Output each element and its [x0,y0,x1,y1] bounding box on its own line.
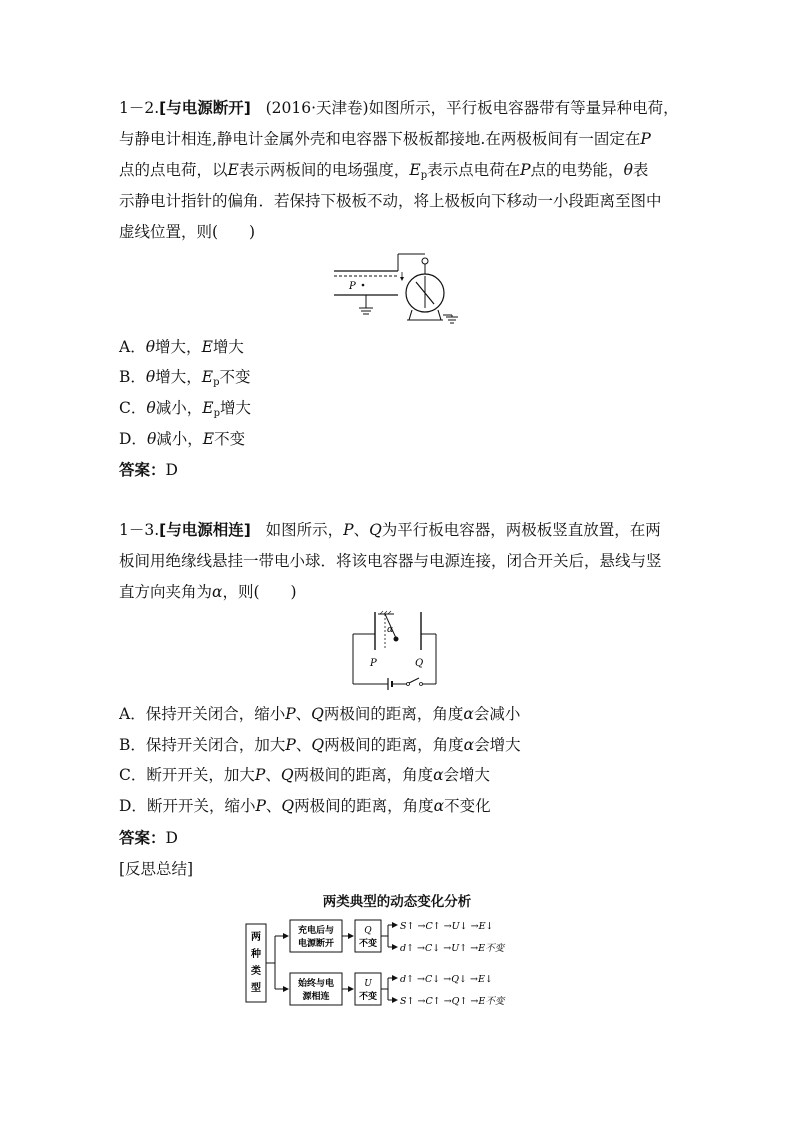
option-text: 断开开关，缩小 [146,797,256,815]
q1-tag: [与电源断开] [159,99,251,117]
option-key: B． [119,736,146,754]
branch1-cond-var: Q [364,926,372,936]
text: 点的电势能， [530,161,624,179]
option-text: 两极间的距离，角度 [324,736,464,754]
option-key: A． [119,338,146,356]
option-text: 、 [295,736,312,754]
text: 表示点电荷在 [427,161,521,179]
option-text: 增大 [212,338,244,356]
var-theta: θ [145,368,156,386]
q1-line2-text: 与静电计相连,静电计金属外壳和电容器下极板都接地.在两极板间有一固定在 [119,130,641,148]
subscript-p: p [213,377,220,388]
branch1-box-line1: 充电后与 [297,926,335,936]
option-text: 会减小 [473,705,521,723]
var-p: P [520,161,531,179]
var-p: P [254,766,266,784]
q1-option-b [119,367,251,393]
var-e: E [409,161,421,179]
option-text: 、 [295,705,312,723]
var-q: Q [311,705,324,723]
option-text: 增大 [219,399,251,417]
figure-label-alpha: α [387,625,394,635]
q2-option-d [119,796,491,816]
option-text: 会增大 [443,766,491,784]
text: 点的点电荷，以 [119,161,228,179]
var-theta: θ [145,338,156,356]
var-q: Q [280,766,294,784]
root-char-2: 种 [251,949,261,960]
subscript-p: p [420,170,428,181]
q1-number: 1－2. [119,99,160,117]
q2-option-a [119,704,520,724]
q1-line1-text: (2016·天津卷)如图所示，平行板电容器带有等量异种电荷， [265,99,679,117]
var-q: Q [369,521,382,539]
var-theta: θ [146,430,157,448]
var-e: E [201,368,214,386]
var-theta: θ [146,399,156,417]
branch1-box-line2: 电源断开 [297,939,335,949]
option-key: D． [119,430,147,448]
branch2-cond-text: 不变 [358,992,378,1002]
var-e: E [227,161,239,179]
branch1-cond-text: 不变 [358,939,378,949]
option-text: 减小， [156,430,203,448]
root-char-1: 两 [251,932,261,943]
text: 、 [353,521,370,539]
q1-answer [119,460,178,480]
option-text: 两极间的距离，角度 [323,705,464,723]
answer-value: D [165,829,178,847]
figure-label-p: P [370,658,377,669]
option-text: 不变 [219,368,251,386]
subscript-p: p [213,408,220,419]
option-text: 、 [265,766,281,784]
var-e: E [202,399,214,417]
q2-option-c [119,765,490,785]
option-text: 保持开关闭合，加大 [145,736,286,754]
var-p: P [285,705,296,723]
var-alpha: α [212,583,223,601]
text: 直方向夹角为 [119,583,213,601]
q1-line-1 [119,98,679,118]
var-p: P [343,521,354,539]
q1-option-a [119,337,244,357]
q2-answer [119,828,178,848]
var-alpha: α [463,705,474,723]
var-p: P [640,130,651,148]
option-text: 不变 [214,430,246,448]
var-q: Q [311,736,325,754]
q2-line2-text: 板间用绝缘线悬挂一带电小球．将该电容器与电源连接，闭合开关后，悬线与竖 [119,552,662,570]
q1-option-c [119,398,251,424]
text: 为平行板电容器，两极板竖直放置，在两 [381,521,661,539]
option-text: 不变化 [444,797,491,815]
summary-heading [119,859,193,879]
var-q: Q [281,797,295,815]
q1-option-d [119,429,245,449]
root-char-4: 型 [251,983,261,994]
text: 表 [632,161,649,179]
var-e: E [202,430,215,448]
option-text: 两极间的距离，角度 [294,797,434,815]
q1-line-4 [119,191,662,211]
option-key: D． [119,797,147,815]
option-text: 、 [265,797,282,815]
branch2-chain-2: S↑ →C↑ →Q↑ →E不变 [400,996,505,1007]
option-text: 两极间的距离，角度 [293,766,434,784]
q2-tag: [与电源相连] [159,521,251,539]
var-p: P [255,797,266,815]
option-text: 保持开关闭合，缩小 [145,705,286,723]
answer-label: 答案： [119,829,166,847]
q1-figure-capacitor-electrometer [330,250,470,330]
q1-line-3 [119,160,648,186]
text: ，则( ) [222,583,297,601]
branch2-box-line1: 始终与电 [297,979,335,989]
var-alpha: α [463,736,475,754]
summary-heading-text: [反思总结] [119,860,194,878]
root-char-3: 类 [251,966,261,977]
var-alpha: α [433,797,445,815]
figure-label-p: P [349,281,356,292]
q1-line-5 [119,222,255,242]
option-key: C． [119,766,147,784]
option-text: 增大， [155,368,202,386]
q2-figure-pendulum-capacitor [345,610,445,694]
var-e: E [201,338,213,356]
q1-line5-text: 虚线位置，则( ) [119,223,256,241]
var-theta: θ [623,161,633,179]
branch2-chain-1: d↑ →C↓ →Q↓ →E↓ [400,974,493,985]
option-key: B． [119,368,146,386]
text: 如图所示， [265,521,344,539]
q2-line-3 [119,582,297,602]
branch2-cond-var: U [364,979,372,989]
branch2-box-line2: 源相连 [302,992,330,1002]
text: 表示两板间的电场强度， [238,161,410,179]
branch1-chain-1: S↑ →C↑ →U↓ →E↓ [400,921,494,932]
option-text: 断开开关，加大 [146,766,255,784]
answer-value: D [165,461,178,479]
option-key: A． [119,705,146,723]
figure-label-q: Q [415,658,424,669]
q2-option-b [119,735,521,755]
q2-line-2 [119,551,662,571]
answer-label: 答案： [119,461,166,479]
option-text: 会增大 [474,736,521,754]
q1-line4-text: 示静电计指针的偏角．若保持下极板不动，将上极板向下移动一小段距离至图中 [119,192,662,210]
q1-line-2 [119,129,651,149]
option-key: C． [119,399,147,417]
q2-line-1 [119,520,661,540]
option-text: 减小， [155,399,203,417]
q2-number: 1－3. [119,521,160,539]
var-p: P [285,736,296,754]
var-alpha: α [433,766,444,784]
diagram-title: 两类典型的动态变化分析 [322,894,472,910]
dynamic-analysis-diagram [240,912,560,1012]
option-text: 增大， [155,338,202,356]
branch1-chain-2: d↑ →C↓ →U↑ →E不变 [400,943,505,954]
